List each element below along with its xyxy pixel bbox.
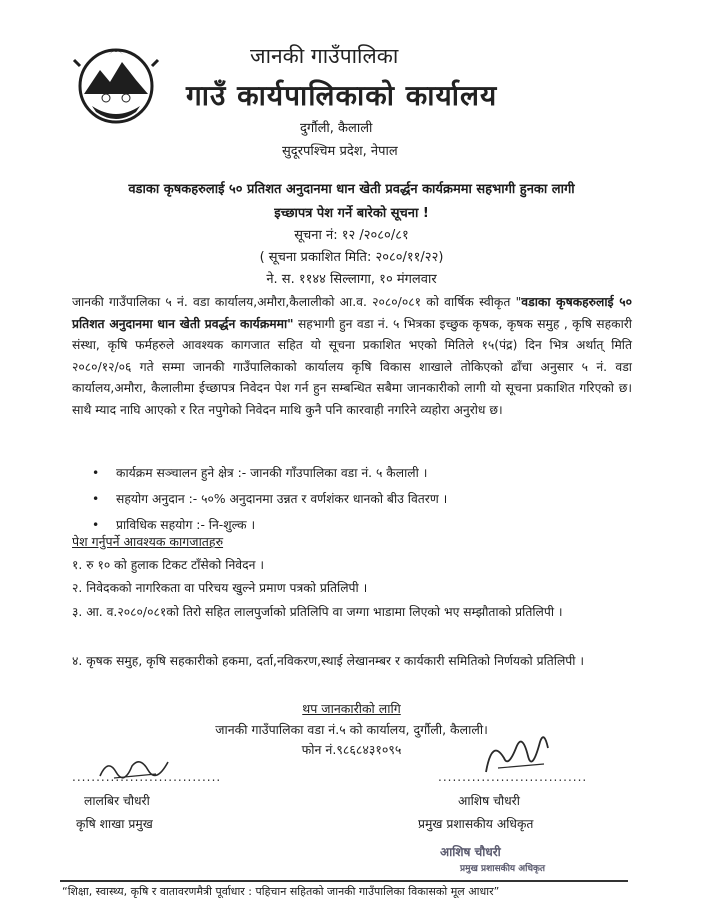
notice-body-part2: सहभागी हुन वडा नं. ५ भित्रका इच्छुक कृषक, कृषक समुह , कृषि सहकारी संस्था, कृषि फर्महरुले आवश्यक कागजात सहित यो सूचना प्रकाशित भएको मितिले १५(पंद्र) दिन भित्र अर्थात् मिति २०८०/१२/०६ गते सम्मा जानकी गाउँपालिकाको कार्यालय कृषि विकास शाखाले तोकिएको ढाँचा अनुसार ५ नं. वडा कार्यालय,अमौरा, कैलालीमा ईच्छापत्र निवेदन पेश गर्न हुन सम्बन्धित सबैमा जानकारीको लागी यो सूचना प्रकाशित गरिएको छ। साथै म्याद नाघि आएको र रित नपुगेको निवेदन माथि कुनै पनि कारवाही नगरिने व्यहोरा अनुरोध छ। [72, 316, 632, 417]
left-signatory-name: लालबिर चौधरी [84, 794, 150, 808]
requirement-item: १. रु १० को हुलाक टिकट टाँसेको निवेदन । [72, 558, 265, 572]
nepal-samvat-date: ने. स. ११४४ सिल्लागा, १० मंगलवार [266, 272, 437, 287]
nepal-government-emblem-icon [70, 36, 162, 128]
bullet-text: कार्यक्रम सञ्चालन हुने क्षेत्र :- जानकी गाँउपालिका वडा नं. ५ कैलाली । [116, 466, 428, 480]
right-signatory-title: प्रमुख प्रशासकीय अधिकृत [418, 817, 534, 831]
more-info-heading: थप जानकारीको लागि [302, 701, 401, 716]
list-item [92, 460, 612, 486]
requirement-item: २. निवेदकको नागरिकता वा परिचय खुल्ने प्रमाण पत्रको प्रतिलिपी । [72, 581, 368, 595]
requirement-item: ३. आ. व.२०८०/०८१को तिरो सहित लालपुर्जाको प्रतिलिपि वा जग्गा भाडामा लिएको भए सम्झौताको प्रतिलिपी । [72, 605, 563, 619]
bullet-text: सहयोग अनुदान :- ५०% अनुदानमा उन्नत र वर्णशंकर धानको बीउ वितरण । [116, 492, 448, 506]
bullet-icon: • [92, 466, 100, 480]
notice-number: सूचना नं: १२ /२०८०/८१ [294, 228, 409, 243]
municipality-name: जानकी गाउँपालिका [250, 44, 399, 68]
footer-divider [60, 880, 628, 882]
notice-title-line1: वडाका कृषकहरुलाई ५० प्रतिशत अनुदानमा धान खेती प्रवर्द्धन कार्यक्रममा सहभागी हुनका लागी [128, 182, 575, 197]
left-signatory-title: कृषि शाखा प्रमुख [76, 817, 153, 831]
more-info-phone: फोन नं.९८६८४३१०९५ [301, 742, 402, 757]
requirements-heading: पेश गर्नुपर्ने आवश्यक कागजातहरु [72, 534, 224, 549]
footer-motto: “शिक्षा, स्वास्थ्य, कृषि र वातावरणमैत्री पूर्वाधार : पहिचान सहितको जानकी गाउँपालिका विकासको मूल आधार” [62, 885, 500, 898]
notice-body [72, 292, 632, 421]
notice-body-bold: वडाका कृषकहरुलाई ५० प्रतिशत अनुदानमा धान खेती प्रवर्द्धन कार्यक्रममा" [72, 295, 632, 331]
right-signatory-name: आशिष चौधरी [458, 794, 520, 808]
right-signature-line: ............................... [438, 770, 588, 784]
bullet-icon: • [92, 518, 100, 532]
requirement-item: ४. कृषक समुह, कृषि सहकारीको हकमा, दर्ता,नविकरण,स्थाई लेखानम्बर र कार्यकारी समितिको निर्णयको प्रतिलिपी । [72, 654, 585, 668]
more-info-address: जानकी गाउँपालिका वडा नं.५ को कार्यालय, दुर्गौली, कैलाली। [215, 722, 488, 737]
notice-published-date: ( सूचना प्रकाशित मिति: २०८०/११/२२) [259, 250, 444, 265]
list-item [92, 486, 612, 512]
official-stamp-title: प्रमुख प्रशासकीय अधिकृत [460, 864, 546, 874]
office-name: गाउँ कार्यपालिकाको कार्यालय [186, 79, 498, 112]
official-stamp-name: आशिष चौधरी [440, 845, 501, 859]
office-province: सुदूरपश्चिम प्रदेश, नेपाल [282, 144, 398, 159]
left-signature-line: ............................... [72, 770, 222, 784]
office-location: दुर्गौली, कैलाली [300, 121, 373, 136]
notice-body-part1: जानकी गाउँपालिका ५ नं. वडा कार्यालय,अमौरा,कैलालीको आ.व. २०८०/०८१ को वार्षिक स्वीकृत " [72, 295, 522, 309]
program-details-list [92, 460, 612, 538]
bullet-text: प्राविधिक सहयोग :- नि-शुल्क । [116, 518, 256, 532]
bullet-icon: • [92, 492, 100, 506]
notice-title-line2: इच्छापत्र पेश गर्ने बारेको सूचना ! [274, 206, 429, 221]
